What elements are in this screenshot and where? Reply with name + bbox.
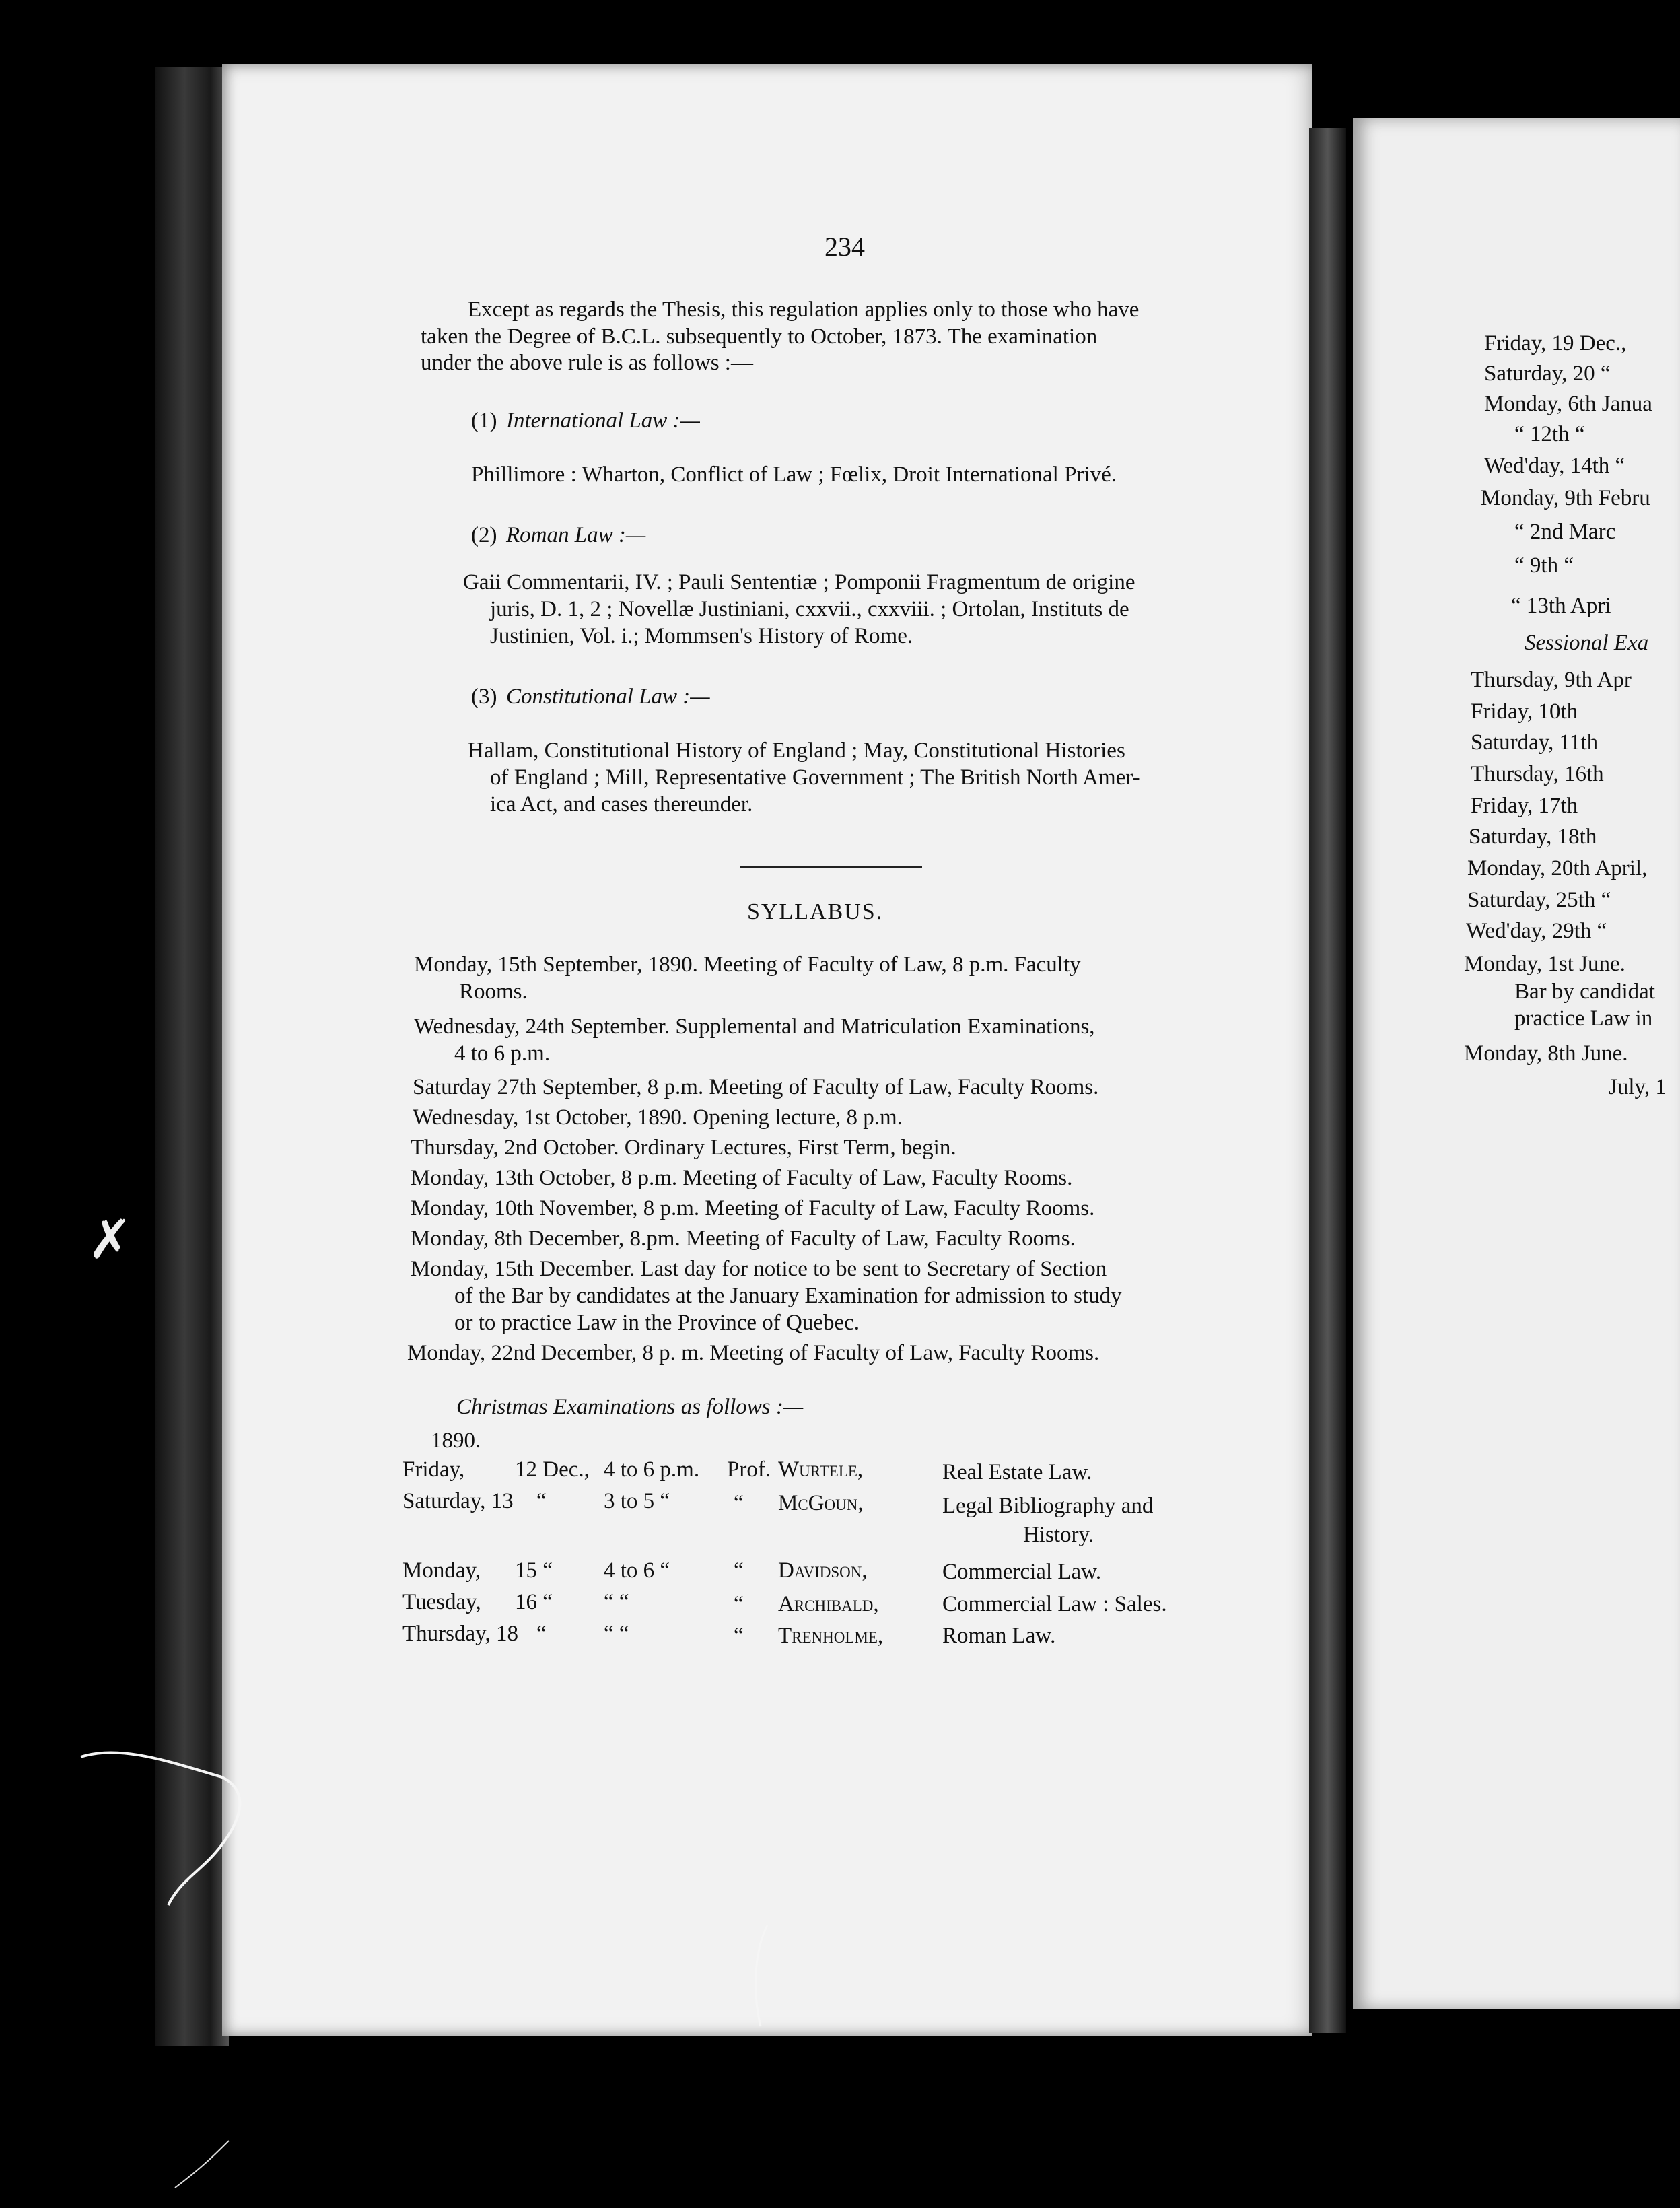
section-number: (2) [471, 523, 497, 547]
exam-date: 16 “ [515, 1590, 553, 1614]
right-line: Monday, 1st June. [1464, 952, 1625, 976]
right-line: Friday, 10th [1471, 699, 1578, 724]
right-line: “ 13th Apri [1511, 594, 1611, 618]
exam-time: 4 to 6 “ [604, 1558, 670, 1583]
syllabus-line: of the Bar by candidates at the January Examination for admission to study [454, 1284, 1122, 1308]
intro-line: taken the Degree of B.C.L. subsequently to October, 1873. The examination [421, 324, 1098, 349]
syllabus-line: Saturday 27th September, 8 p.m. Meeting of Faculty of Law, Faculty Rooms. [413, 1075, 1099, 1099]
right-line: “ 12th “ [1514, 422, 1585, 446]
syllabus-line: Rooms. [459, 979, 528, 1004]
section-title: International Law :— [506, 409, 700, 433]
right-line: Thursday, 9th Apr [1471, 668, 1632, 692]
right-line: July, 1 [1609, 1075, 1667, 1099]
exam-subject: Roman Law. [942, 1624, 1056, 1648]
exam-professor-name: Davidson, [778, 1558, 868, 1583]
section-title: Constitutional Law :— [506, 685, 710, 709]
exam-time: 4 to 6 p.m. [604, 1457, 700, 1482]
syllabus-line: Monday, 13th October, 8 p.m. Meeting of Faculty of Law, Faculty Rooms. [411, 1166, 1073, 1190]
section-line: Hallam, Constitutional History of England ; May, Constitutional Histories [468, 738, 1125, 763]
exam-day: Thursday, 18 [403, 1622, 518, 1646]
section-line: ica Act, and cases thereunder. [490, 792, 753, 817]
exam-day: Saturday, 13 [403, 1489, 514, 1513]
section-line: juris, D. 1, 2 ; Novellæ Justiniani, cxxvii., cxxviii. ; Ortolan, Instituts de [490, 597, 1129, 621]
right-line: Bar by candidat [1514, 979, 1655, 1004]
right-line: Wed'day, 29th “ [1466, 919, 1607, 943]
exam-prof: “ [734, 1491, 744, 1515]
right-line: Friday, 19 Dec., [1484, 331, 1627, 355]
section-line: of England ; Mill, Representative Government ; The British North Amer- [490, 765, 1140, 790]
exam-date: 15 “ [515, 1558, 553, 1583]
intro-line: under the above rule is as follows :— [421, 351, 753, 375]
exam-day: Monday, [403, 1558, 481, 1583]
exam-date: “ [536, 1489, 547, 1513]
year-label: 1890. [431, 1428, 481, 1453]
right-line: Saturday, 20 “ [1484, 361, 1611, 386]
scan-artifact-mark: ✗ [88, 1208, 133, 1271]
syllabus-line: Monday, 10th November, 8 p.m. Meeting of Faculty of Law, Faculty Rooms. [411, 1196, 1095, 1220]
exam-professor-name: McGoun, [778, 1491, 864, 1515]
syllabus-line: Monday, 22nd December, 8 p. m. Meeting of Faculty of Law, Faculty Rooms. [407, 1341, 1100, 1365]
page-number: 234 [825, 232, 865, 262]
syllabus-line: Thursday, 2nd October. Ordinary Lectures, First Term, begin. [411, 1136, 956, 1160]
section-line: Justinien, Vol. i.; Mommsen's History of Rome. [490, 624, 913, 648]
exam-subject: Commercial Law. [942, 1560, 1102, 1584]
right-line: Wed'day, 14th “ [1484, 454, 1625, 478]
exam-day: Tuesday, [403, 1590, 481, 1614]
right-line: Thursday, 16th [1471, 762, 1604, 786]
syllabus-heading: SYLLABUS. [747, 899, 884, 924]
exam-subject: Commercial Law : Sales. [942, 1592, 1167, 1616]
section-line: Phillimore : Wharton, Conflict of Law ; Fœlix, Droit International Privé. [471, 462, 1117, 487]
right-line: Monday, 6th Janua [1484, 392, 1652, 416]
right-line: Saturday, 25th “ [1467, 888, 1611, 912]
syllabus-line: 4 to 6 p.m. [454, 1041, 551, 1066]
syllabus-line: or to practice Law in the Province of Quebec. [454, 1311, 860, 1335]
syllabus-line: Monday, 15th September, 1890. Meeting of Faculty of Law, 8 p.m. Faculty [414, 953, 1081, 977]
right-line: Monday, 9th Febru [1481, 486, 1650, 510]
exam-professor-name: Wurtele, [778, 1457, 864, 1482]
right-line: practice Law in [1514, 1006, 1653, 1031]
exam-subject-continued: History. [1023, 1523, 1094, 1547]
section-title: Roman Law :— [506, 523, 646, 547]
right-line: Saturday, 11th [1471, 730, 1599, 755]
syllabus-line: Wednesday, 1st October, 1890. Opening lecture, 8 p.m. [413, 1105, 903, 1130]
exam-professor-name: Archibald, [778, 1592, 879, 1616]
right-line: “ 9th “ [1514, 553, 1574, 578]
exam-subject: Legal Bibliography and [942, 1494, 1154, 1518]
intro-line: Except as regards the Thesis, this regulation applies only to those who have [468, 298, 1140, 322]
exam-time: 3 to 5 “ [604, 1489, 670, 1513]
right-line: Friday, 17th [1471, 794, 1578, 818]
exam-prof: “ [734, 1592, 744, 1616]
exam-prof: Prof. [727, 1457, 771, 1482]
christmas-heading: Christmas Examinations as follows :— [456, 1395, 804, 1419]
right-line: Monday, 20th April, [1467, 856, 1648, 881]
right-line: Monday, 8th June. [1464, 1041, 1628, 1066]
syllabus-line: Monday, 8th December, 8.pm. Meeting of Faculty of Law, Faculty Rooms. [411, 1227, 1076, 1251]
syllabus-line: Monday, 15th December. Last day for notice to be sent to Secretary of Section [411, 1257, 1107, 1281]
exam-day: Friday, [403, 1457, 465, 1482]
exam-prof: “ [734, 1624, 744, 1648]
section-number: (3) [471, 685, 497, 709]
exam-professor-name: Trenholme, [778, 1624, 884, 1648]
right-line: “ 2nd Marc [1514, 520, 1616, 544]
section-line: Gaii Commentarii, IV. ; Pauli Sententiæ ; Pomponii Fragmentum de origine [463, 570, 1135, 594]
right-line: Sessional Exa [1525, 631, 1649, 655]
exam-date: 12 Dec., [515, 1457, 590, 1482]
section-number: (1) [471, 409, 497, 433]
syllabus-line: Wednesday, 24th September. Supplemental and Matriculation Examinations, [414, 1014, 1095, 1039]
right-line: Saturday, 18th [1469, 825, 1597, 849]
exam-date: “ [536, 1622, 547, 1646]
exam-time: “ “ [604, 1622, 629, 1646]
exam-time: “ “ [604, 1590, 629, 1614]
exam-subject: Real Estate Law. [942, 1460, 1092, 1484]
exam-prof: “ [734, 1558, 744, 1583]
